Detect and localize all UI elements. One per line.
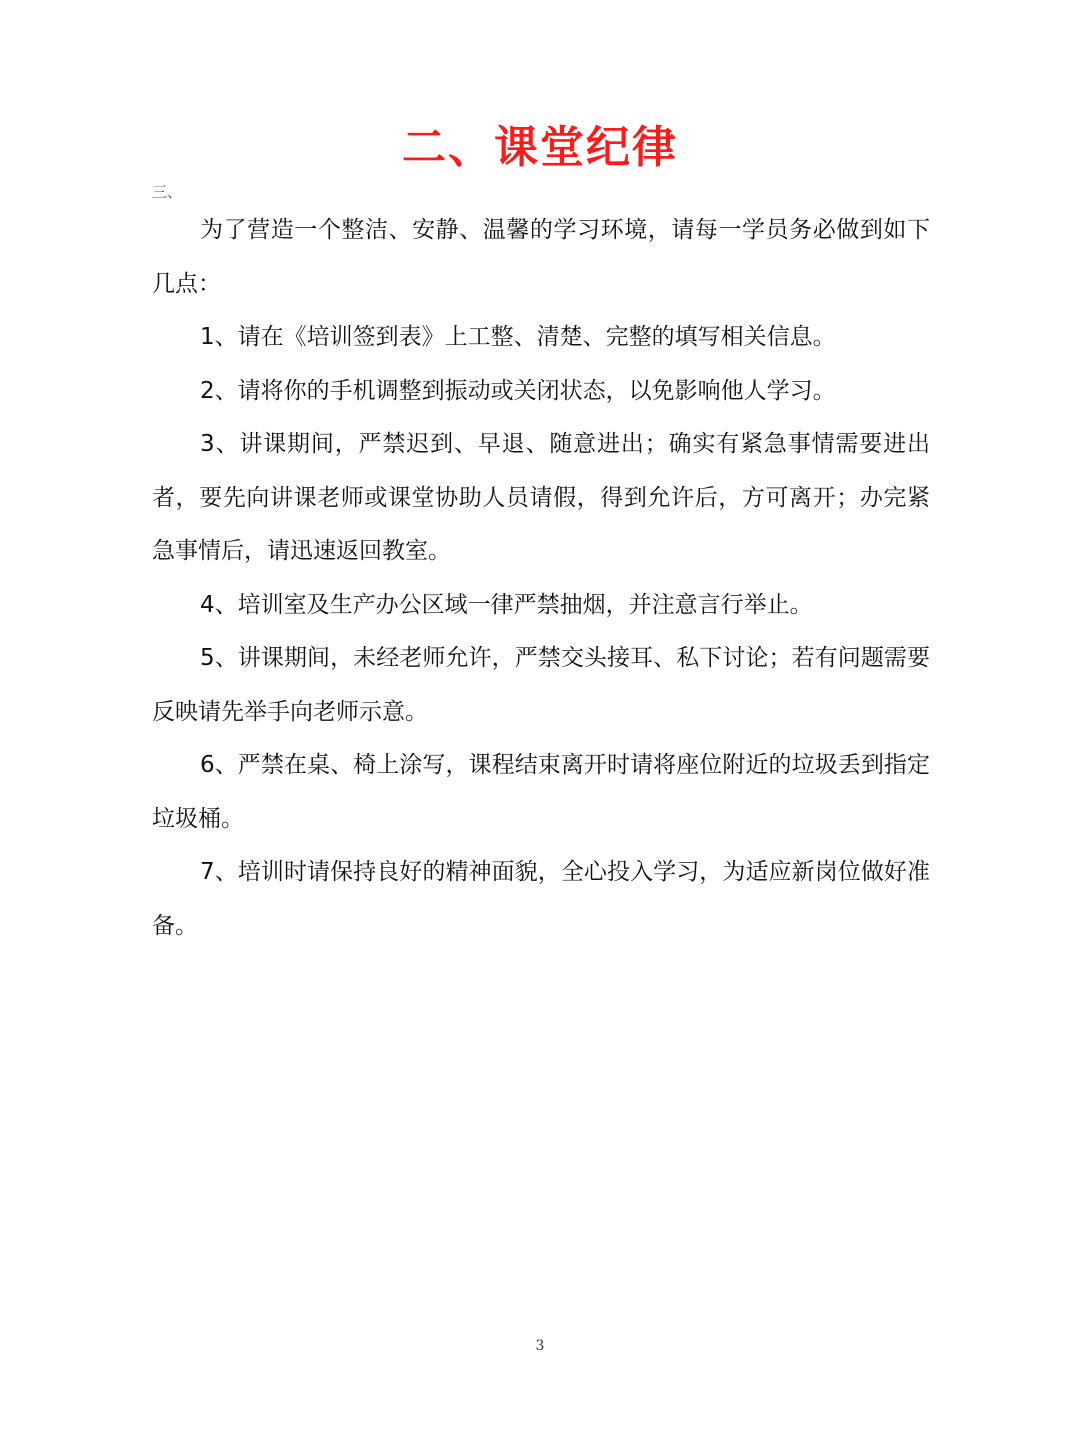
rule-item-7: 7、培训时请保持良好的精神面貌，全心投入学习，为适应新岗位做好准备。 (152, 859, 930, 939)
rule-item-3: 3、讲课期间，严禁迟到、早退、随意进出；确实有紧急事情需要进出者，要先向讲课老师或课堂协助人员请假，得到允许后，方可离开；办完紧急事情后，请迅速返回教室。 (152, 431, 930, 564)
rule-item-1: 1、请在《培训签到表》上工整、清楚、完整的填写相关信息。 (200, 324, 836, 350)
section-number-label: 三、 (152, 183, 183, 201)
rule-item-2: 2、请将你的手机调整到振动或关闭状态，以免影响他人学习。 (200, 377, 836, 404)
page-number: 3 (535, 1338, 545, 1354)
intro-paragraph: 为了营造一个整洁、安静、温馨的学习环境，请每一学员务必做到如下几点： (152, 217, 930, 297)
rule-item-6: 6、严禁在桌、椅上涂写，课程结束离开时请将座位附近的垃圾丢到指定垃圾桶。 (152, 752, 930, 832)
rule-item-5: 5、讲课期间，未经老师允许，严禁交头接耳、私下讨论；若有问题需要反映请先举手向老师示意。 (152, 645, 930, 725)
rule-item-4: 4、培训室及生产办公区域一律严禁抽烟，并注意言行举止。 (200, 591, 813, 618)
page-title: 二、课堂纪律 (402, 122, 678, 173)
body-text (152, 204, 930, 953)
